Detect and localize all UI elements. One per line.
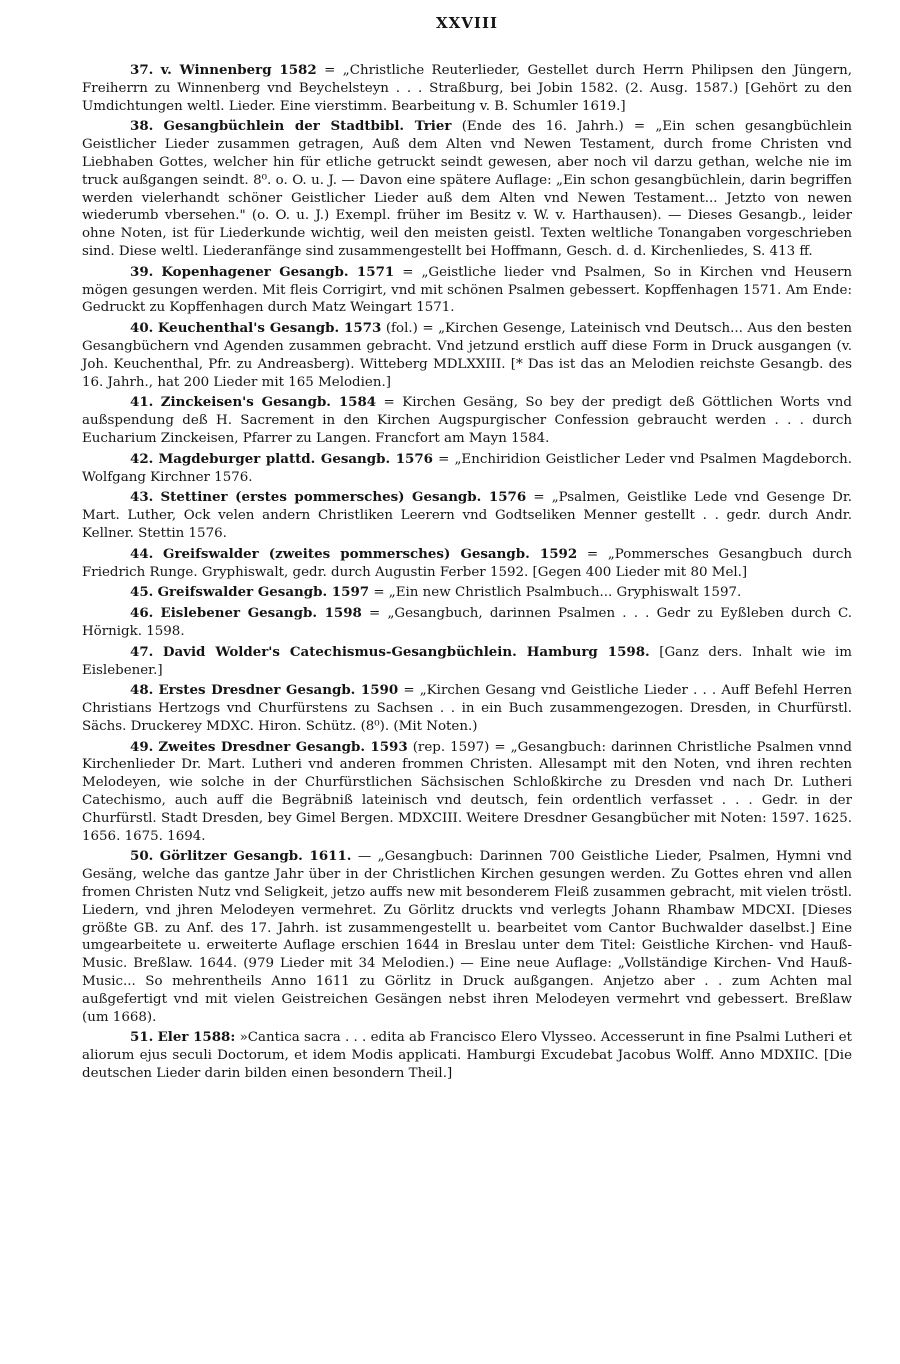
entry-51: [82, 1029, 852, 1082]
entry-number: 39.: [130, 263, 154, 280]
entry-number: 40.: [130, 320, 154, 337]
entry-body: = „Kirchen Gesang vnd Geistliche Lieder . . . Auff Befehl Herren Christians Hertzogs vnd Churfürstens zu Sachsen . . in ein Buch zusammengezogen. Dresden, in Churfürstl. Sächs. Druckerey MDXC. Hiron. Schütz. (8⁰). (Mit Noten.): [82, 683, 852, 734]
entry-body: = „Christliche Reuterlieder, Gestellet durch Herrn Philipsen den Jüngern, Freiherrn zu Winnenberg vnd Beychelsteyn . . . Straßburg, bei Jobin 1582. (2. Ausg. 1587.) [Gehört zu den Umdichtungen weltl. Lieder. Eine vierstimm. Bearbeitung v. B. Schumler 1619.]: [82, 63, 853, 114]
entry-number: 49.: [130, 738, 154, 755]
entry-39: [82, 264, 852, 317]
entry-41: [82, 394, 852, 447]
entry-heading: Erstes Dresdner Gesangb. 1590: [158, 682, 399, 699]
entry-heading: Zweites Dresdner Gesangb. 1593: [158, 738, 408, 755]
entry-heading: Zinckeisen's Gesangb. 1584: [160, 394, 377, 411]
entry-body: (fol.) = „Kirchen Gesenge, Lateinisch vnd Deutsch... Aus den besten Gesangbüchern vnd Agenden zusammen gebracht. Vnd jetzund erstlich auff diese Form in Druck ausgangen (v. Joh. Keuchenthal, Pfr. zu Andreasberg). Witteberg MDLXXIII. [* Das ist das an Melodien reichste Gesangb. des 16. Jahrh., hat 200 Lieder mit 165 Melodien.]: [82, 321, 852, 390]
entry-44: [82, 546, 852, 582]
entry-number: 50.: [130, 848, 154, 865]
entry-43: [82, 489, 852, 542]
entry-heading: Görlitzer Gesangb. 1611.: [159, 848, 352, 865]
entry-number: 42.: [130, 450, 154, 467]
entry-50: [82, 848, 852, 1026]
entry-42: [82, 451, 852, 487]
entry-list: [82, 62, 852, 1086]
entry-body: = „Psalmen, Geistlike Lede vnd Gesenge Dr. Mart. Luther, Ock velen andern Christliken Leerern vnd Godtseliken Menner gestellt . . gedr. durch Andr. Kellner. Stettin 1576.: [82, 490, 853, 541]
entry-body: = „Gesangbuch, darinnen Psalmen . . . Gedr zu Eyßleben durch C. Hörnigk. 1598.: [82, 606, 852, 639]
entry-heading: David Wolder's Catechismus-Gesangbüchlein. Hamburg 1598.: [162, 643, 650, 660]
entry-body: (rep. 1597) = „Gesangbuch: darinnen Christliche Psalmen vnnd Kirchenlieder Dr. Mart. Lutheri vnd anderen frommen Christen. Allesampt mit den Noten, vnd ihren rechten Melodeyen, wie solche in der Churfürstlichen Sächsischen Schloßkirche zu Dresden vnd nach Dr. Lutheri Catechismo, auch auff die Begräbniß lateinisch vnd deutsch, fein ordentlich verfasset . . . Gedr. in der Churfürstl. Stadt Dresden, bey Gimel Bergen. MDXCIII. Weitere Dresdner Gesangbücher mit Noten: 1597. 1625. 1656. 1675. 1694.: [82, 739, 852, 844]
entry-body: — „Gesangbuch: Darinnen 700 Geistliche Lieder, Psalmen, Hymni vnd Gesäng, welche das gantze Jahr über in der Christlichen Kirchen gesungen werden. Zu Gottes ehren vnd allen fromen Christen Nutz vnd Seligkeit, jetzo auffs new mit besonderem Fleiß zusammen gebracht, mit vielen tröstl. Liedern, vnd jhren Melodeyen vermehret. Zu Görlitz druckts vnd verlegts Johann Rhambaw MDCXI. [Dieses größte GB. zu Anf. des 17. Jahrh. ist zusammengestellt u. bearbeitet vom Cantor Buchwalder daselbst.] Eine umgearbeitete u. erweiterte Auflage erschien 1644 in Breslau unter dem Titel: Geistliche Kirchen- vnd Hauß-Music. Breßlaw. 1644. (979 Lieder mit 34 Melodien.) — Eine neue Auflage: „Vollständige Kirchen- Vnd Hauß-Music... So mehrentheils Anno 1611 zu Görlitz in Druck außgangen. Anjetzo aber . . zum Achten mal außgefertigt vnd mit vielen Geistreichen Gesängen nebst ihren Melodeyen vermehrt vnd gebessert. Breßlaw (um 1668).: [82, 849, 852, 1025]
entry-45: [82, 584, 852, 602]
entry-heading: v. Winnenberg 1582: [160, 62, 317, 78]
entry-body: = „Pommersches Gesangbuch durch Friedrich Runge. Gryphiswalt, gedr. durch Augustin Ferber 1592. [Gegen 400 Lieder mit 80 Mel.]: [82, 546, 853, 580]
entry-body: = „Ein new Christlich Psalmbuch... Gryphiswalt 1597.: [369, 585, 742, 601]
entry-heading: Eislebener Gesangb. 1598: [160, 605, 362, 622]
entry-heading: Eler 1588:: [157, 1029, 236, 1046]
entry-body: = „Geistliche lieder vnd Psalmen, So in Kirchen vnd Heusern mögen gesungen werden. Mit fleis Corrigirt, vnd mit schönen Psalmen gebessert. Kopffenhagen 1571. Am Ende: Gedruckt zu Kopffenhagen durch Matz Weingart 1571.: [82, 264, 852, 316]
entry-38: [82, 118, 852, 260]
entry-heading: Keuchenthal's Gesangb. 1573: [157, 320, 382, 337]
entry-37: [82, 62, 852, 115]
entry-48: [82, 682, 852, 735]
entry-46: [82, 605, 852, 641]
entry-heading: Gesangbüchlein der Stadtbibl. Trier: [163, 118, 452, 135]
entry-number: 51.: [130, 1029, 154, 1046]
entry-number: 43.: [130, 489, 154, 506]
entry-number: 44.: [130, 545, 154, 562]
entry-heading: Kopenhagener Gesangb. 1571: [161, 263, 395, 280]
page-number: XXVIII: [436, 14, 498, 32]
entry-47: [82, 644, 852, 680]
entry-number: 37.: [130, 62, 154, 78]
entry-heading: Magdeburger plattd. Gesangb. 1576: [158, 450, 433, 467]
entry-49: [82, 739, 852, 846]
document-page: [82, 0, 852, 1364]
entry-heading: Greifswalder (zweites pommersches) Gesangb. 1592: [163, 545, 578, 562]
entry-body: = Kirchen Gesäng, So bey der predigt deß Göttlichen Worts vnd außspendung deß H. Sacrement in den Kirchen Augspurgischer Confession gebraucht werden . . . durch Eucharium Zinckeisen, Pfarrer zu Langen. Francfort am Mayn 1584.: [82, 395, 852, 446]
entry-number: 45.: [130, 584, 154, 601]
entry-body: (Ende des 16. Jahrh.) = „Ein schen gesangbüchlein Geistlicher Lieder zusammen getragen, Auß dem Alten vnd Newen Testament, durch frome Christen vnd Liebhaben Gottes, welcher hin für etliche getruckt seindt gewesen, aber noch vil darzu gethan, welche nie im truck außgangen seindt. 8⁰. o. O. u. J. — Davon eine spätere Auflage: „Ein schon gesangbüchlein, darin begriffen werden vielerhandt schöner Geistlicher Lieder auß dem Alten vnd Newen Testament... Jetzto von newen wiederumb vbersehen." (o. O. u. J.) Exempl. früher im Besitz v. W. v. Harthausen). — Dieses Gesangb., leider ohne Noten, ist für Liederkunde wichtig, weil den meisten geistl. Texten weltliche Tonangaben vorgeschrieben sind. Diese weltl. Liederanfänge sind zusammengestellt bei Hoffmann, Gesch. d. d. Kirchenliedes, S. 413 ff.: [82, 119, 852, 259]
entry-number: 38.: [130, 118, 154, 135]
entry-heading: Greifswalder Gesangb. 1597: [157, 584, 370, 601]
entry-number: 47.: [130, 643, 154, 660]
entry-body: [Ganz ders. Inhalt wie im Eislebener.]: [82, 644, 852, 678]
entry-number: 48.: [130, 682, 154, 699]
entry-heading: Stettiner (erstes pommersches) Gesangb. 1576: [160, 489, 527, 506]
entry-body: = „Enchiridion Geistlicher Leder vnd Psalmen Magdeborch. Wolfgang Kirchner 1576.: [82, 451, 853, 485]
entry-number: 41.: [130, 394, 154, 411]
entry-40: [82, 320, 852, 391]
entry-number: 46.: [130, 605, 154, 622]
entry-body: »Cantica sacra . . . edita ab Francisco Elero Vlysseo. Accesserunt in fine Psalmi Lutheri et aliorum ejus seculi Doctorum, et idem Modis applicati. Hamburgi Excudebat Jacobus Wolff. Anno MDXIIC. [Die deutschen Lieder darin bilden einen besondern Theil.]: [82, 1030, 852, 1082]
